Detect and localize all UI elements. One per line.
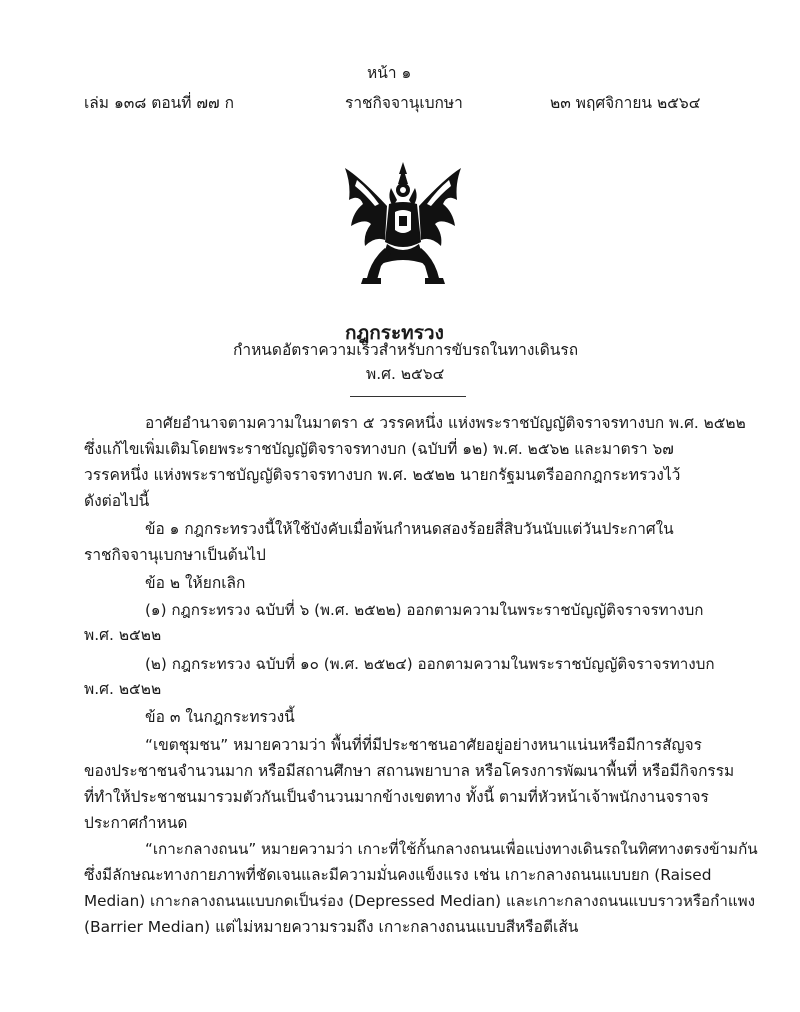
body-line: วรรคหนึ่ง แห่งพระราชบัญญัติจราจรทางบก พ.ศ. ๒๕๒๒ นายกรัฐมนตรีออกกฎกระทรวงไว้	[84, 466, 681, 484]
body-line: (๑) กฎกระทรวง ฉบับที่ ๖ (พ.ศ. ๒๕๒๒) ออกตามความในพระราชบัญญัติจราจรทางบก	[145, 601, 704, 619]
body-line: ข้อ ๒ ให้ยกเลิก	[145, 574, 246, 592]
body-line: ซึ่งแก้ไขเพิ่มเติมโดยพระราชบัญญัติจราจรทางบก (ฉบับที่ ๑๒) พ.ศ. ๒๕๖๒ และมาตรา ๖๗	[84, 440, 674, 458]
body-line: ของประชาชนจำนวนมาก หรือมีสถานศึกษา สถานพยาบาล หรือโครงการพัฒนาพื้นที่ หรือมีกิจกรรม	[84, 762, 735, 780]
document-subtitle: กำหนดอัตราความเร็วสำหรับการขับรถในทางเดินรถ	[233, 341, 579, 359]
body-line: Median) เกาะกลางถนนแบบกดเป็นร่อง (Depressed Median) และเกาะกลางถนนแบบราวหรือกำแพง	[84, 892, 756, 910]
body-line: (Barrier Median) แต่ไม่หมายความรวมถึง เกาะกลางถนนแบบสีหรือตีเส้น	[84, 918, 579, 936]
document-title: กฎกระทรวง	[345, 322, 444, 344]
body-line: “เกาะกลางถนน” หมายความว่า เกาะที่ใช้กั้นกลางถนนเพื่อแบ่งทางเดินรถในทิศทางตรงข้ามกัน	[145, 840, 758, 858]
body-line: พ.ศ. ๒๕๒๒	[84, 626, 162, 644]
body-line: (๒) กฎกระทรวง ฉบับที่ ๑๐ (พ.ศ. ๒๕๒๔) ออกตามความในพระราชบัญญัติจราจรทางบก	[145, 655, 715, 673]
body-line: ประกาศกำหนด	[84, 814, 188, 832]
title-rule	[350, 396, 466, 397]
body-line: ที่ทำให้ประชาชนมารวมตัวกันเป็นจำนวนมากข้างเขตทาง ทั้งนี้ ตามที่หัวหน้าเจ้าพนักงานจราจร	[84, 788, 709, 806]
body-line: ราชกิจจานุเบกษาเป็นต้นไป	[84, 546, 266, 564]
volume-issue: เล่ม ๑๓๘ ตอนที่ ๗๗ ก	[84, 94, 234, 112]
body-line: ซึ่งมีลักษณะทางกายภาพที่ชัดเจนและมีความมั่นคงแข็งแรง เช่น เกาะกลางถนนแบบยก (Raised	[84, 866, 712, 884]
body-line: พ.ศ. ๒๕๒๒	[84, 680, 162, 698]
gazette-name: ราชกิจจานุเบกษา	[345, 94, 463, 112]
body-line: ข้อ ๓ ในกฎกระทรวงนี้	[145, 708, 295, 726]
document-year: พ.ศ. ๒๕๖๔	[366, 365, 445, 383]
body-line: ข้อ ๑ กฎกระทรวงนี้ให้ใช้บังคับเมื่อพ้นกำหนดสองร้อยสี่สิบวันนับแต่วันประกาศใน	[145, 520, 674, 538]
body-line: “เขตชุมชน” หมายความว่า พื้นที่ที่มีประชาชนอาศัยอยู่อย่างหนาแน่นหรือมีการสัญจร	[145, 736, 702, 754]
page-number: หน้า ๑	[367, 64, 412, 82]
body-line: อาศัยอำนาจตามความในมาตรา ๕ วรรคหนึ่ง แห่งพระราชบัญญัติจราจรทางบก พ.ศ. ๒๕๒๒	[145, 414, 746, 432]
publication-date: ๒๓ พฤศจิกายน ๒๕๖๔	[550, 94, 701, 112]
garuda-emblem	[341, 160, 465, 288]
body-line: ดังต่อไปนี้	[84, 492, 150, 510]
